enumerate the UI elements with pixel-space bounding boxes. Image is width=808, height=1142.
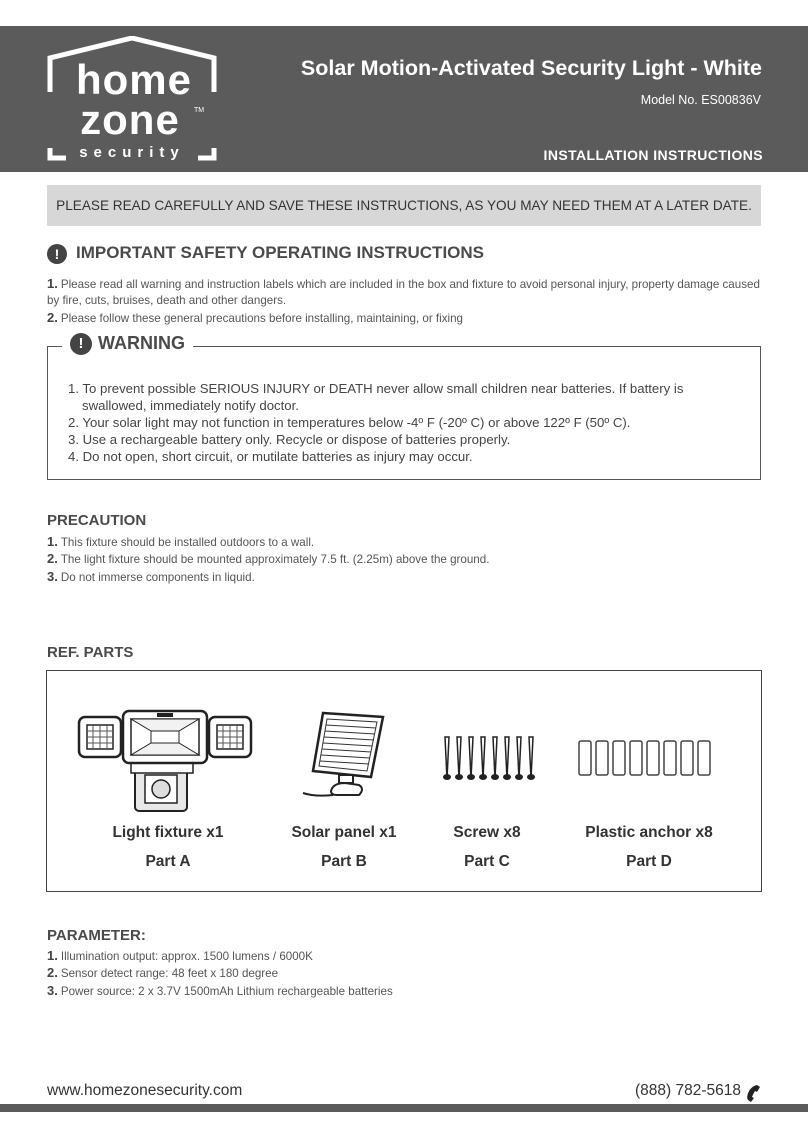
warning-heading-text: WARNING bbox=[98, 333, 185, 353]
list-item: 3. Power source: 2 x 3.7V 1500mAh Lithium rechargeable batteries bbox=[47, 982, 393, 998]
list-item: 2. Sensor detect range: 48 feet x 180 degree bbox=[47, 965, 279, 981]
safety-heading-text: IMPORTANT SAFETY OPERATING INSTRUCTIONS bbox=[76, 243, 485, 262]
part-b-name: Solar panel x1 bbox=[291, 824, 397, 841]
warning-list bbox=[68, 380, 748, 465]
warning-heading bbox=[62, 333, 193, 355]
home-zone-security-logo bbox=[44, 36, 220, 162]
precaution-heading: PRECAUTION bbox=[47, 512, 147, 529]
header-banner bbox=[0, 26, 808, 172]
footer-bar bbox=[0, 1104, 808, 1112]
part-d-label: Part D bbox=[626, 853, 672, 870]
list-item: 1. To prevent possible SERIOUS INJURY or DEATH never allow small children near batteries. If battery is swallowed, immediately notify doctor. bbox=[68, 381, 684, 413]
logo-zone-text: zone bbox=[80, 96, 180, 143]
precaution-list bbox=[47, 534, 763, 586]
exclamation-icon: ! bbox=[47, 244, 67, 264]
logo-home-text: home bbox=[75, 56, 193, 103]
part-c-label: Part C bbox=[464, 853, 510, 870]
product-title: Solar Motion-Activated Security Light - White bbox=[300, 56, 762, 80]
exclamation-icon: ! bbox=[70, 333, 92, 355]
ref-parts-box bbox=[46, 670, 762, 892]
logo-tm-text: TM bbox=[194, 107, 205, 114]
part-b-label: Part B bbox=[321, 853, 367, 870]
safety-list bbox=[47, 276, 763, 327]
installation-instructions-label: INSTALLATION INSTRUCTIONS bbox=[543, 147, 763, 163]
list-item: 1. This fixture should be installed outdoors to a wall. bbox=[47, 534, 315, 549]
phone-number: (888) 782-5618 bbox=[635, 1082, 741, 1099]
list-item: 1. Please read all warning and instruction labels which are included in the box and fixture to avoid personal injury, property damage caused by fire, cuts, bruises, death and other dangers. bbox=[47, 276, 760, 308]
list-item: 2. The light fixture should be mounted approximately 7.5 ft. (2.25m) above the ground. bbox=[47, 551, 490, 567]
read-carefully-notice: PLEASE READ CAREFULLY AND SAVE THESE INSTRUCTIONS, AS YOU MAY NEED THEM AT A LATER DATE. bbox=[47, 185, 761, 226]
list-item: 2. Please follow these general precautions before installing, maintaining, or fixing bbox=[47, 309, 463, 325]
plastic-anchors-image bbox=[575, 739, 721, 779]
parameter-list bbox=[47, 948, 763, 1000]
part-a-label: Part A bbox=[145, 853, 191, 870]
solar-panel-image bbox=[301, 709, 391, 805]
list-item: 4. Do not open, short circuit, or mutilate batteries as injury may occur. bbox=[68, 449, 473, 464]
list-item: 1. Illumination output: approx. 1500 lumens / 6000K bbox=[47, 948, 313, 963]
warning-box bbox=[47, 333, 761, 480]
ref-parts-heading: REF. PARTS bbox=[47, 644, 134, 661]
list-item: 3. Do not immerse components in liquid. bbox=[47, 568, 255, 584]
light-fixture-image bbox=[75, 707, 257, 813]
logo-security-text: security bbox=[79, 144, 185, 161]
safety-heading bbox=[47, 243, 484, 264]
list-item: 2. Your solar light may not function in temperatures below -4º F (-20º C) or above 122º F (50º C). bbox=[68, 415, 631, 430]
part-c-name: Screw x8 bbox=[453, 824, 521, 841]
screws-image bbox=[439, 735, 549, 783]
website-url: www.homezonesecurity.com bbox=[47, 1082, 243, 1099]
phone-icon bbox=[744, 1084, 762, 1102]
parameter-heading: PARAMETER: bbox=[47, 927, 146, 944]
part-d-name: Plastic anchor x8 bbox=[585, 824, 713, 841]
model-number: Model No. ES00836V bbox=[640, 93, 761, 107]
list-item: 3. Use a rechargeable battery only. Recycle or dispose of batteries properly. bbox=[68, 432, 511, 447]
part-a-name: Light fixture x1 bbox=[112, 824, 224, 841]
